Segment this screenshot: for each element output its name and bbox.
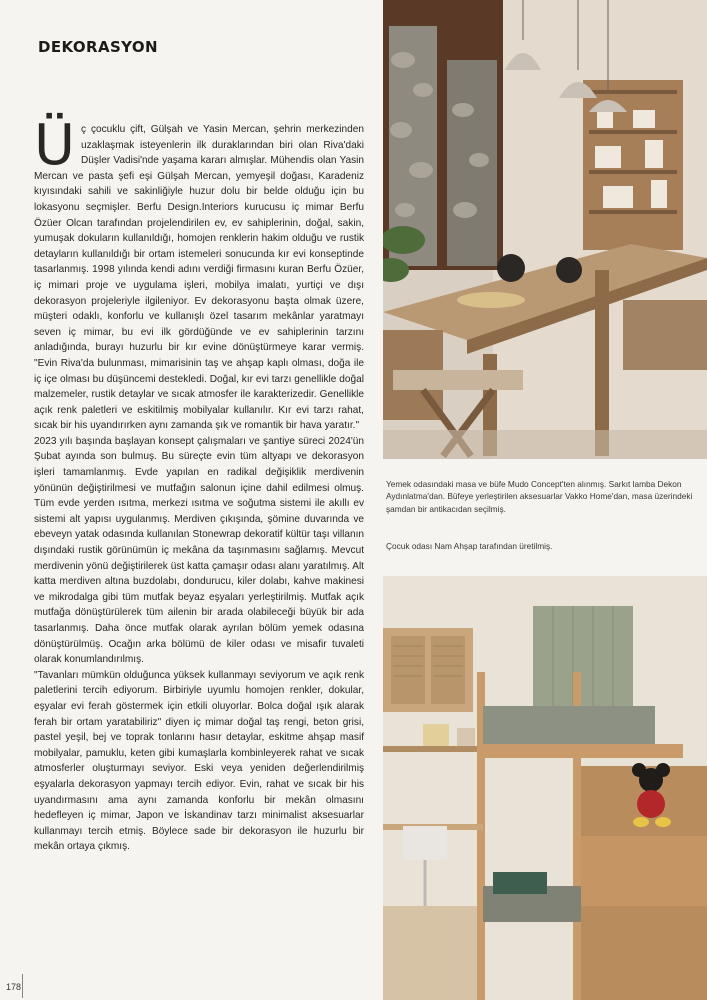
kids-room-caption: Çocuk odası Nam Ahşap tarafından üretilmiş. (386, 541, 553, 551)
article-paragraph-2: 2023 yılı başında başlayan konsept çalışmaları ve şantiye süreci 2024'ün Şubat ayında son bulmuş. Bu süreçte evin tüm altyapı ve dekorasyon işleri tamamlanmış. Evde yapılan en radikal değişiklik merdivenin yönünün değiştirilmesi ve mutfağın salonun içine dahil edilmesi olmuş. Tüm evde yerden ısıtma, merkezi ısıtma ve soğutma sistemi ile akıllı ev sistemi alt yapısı uygulanmış. Merdiven çıkışında, şömine duvarında ve ebeveyn yatak odasında kullanılan Stonewrap dekoratif kültür taşı villanın dışındaki rustik görünümün iç mekâna da taşınmasını sağlamış. Mevcut merdivenin yönü değiştirilerek üst katta çamaşır odası alanı yaratılmış. Alt katta merdiven altına buzdolabı, dondurucu, kiler dolabı, kahve makinesi ve mikrodalga gibi tüm mutfak beyaz eşyaları yerleştirilmiş. Mutfak açık mutfağa dönüştürülerek tüm ailenin bir arada olabileceği büyük bir ada tasarlanmış. Daha önce mutfak olarak ayrılan bölüm yemek odasına dönüştürülmüş. Ocağın arka bölümü de kiler odası ve misafir tuvaleti olarak konumlandırılmış. (34, 435, 364, 666)
dining-room-photo (383, 0, 707, 459)
kids-room-photo (383, 576, 707, 1000)
article-body (34, 113, 364, 855)
article-paragraph-3: "Tavanları mümkün olduğunca yüksek kullanmayı seviyorum ve açık renk paletlerini tercih ediyorum. Birbiriyle uyumlu homojen renkler, dokular, eşyalar evi ferah göstermek için etkili oluyorlar. Bolca doğal ışık alarak ferah bir ortam yaratabiliriz" diyen iç mimar doğal taş rengi, beton grisi, pastel yeşil, bej ve toprak tonlarını hasır detaylar, eskitme ahşap masif mobilyalar, pamuklu, keten gibi kumaşlarla kombinleyerek rahat ve sıcak atmosferler oluşturmayı seviyor. Eski veya yeniden değerlendirilmiş eşyalarla dekorasyon yapmayı tercih ediyor. Evin, rahat ve sıcak bir his uyandırmasını ama aynı zamanda konforlu bir mekân olmasını hedefleyen iç mimar, Japon ve İskandinav tarzı minimalist aksesuarlar kullanmayı tercih etmiş. Böylece sade bir dekorasyon ile huzurlu bir mekân ortaya çıkmış. (34, 669, 364, 853)
section-label: DEKORASYON (38, 38, 158, 56)
dropcap-letter: Ü (34, 113, 75, 178)
dining-room-caption: Yemek odasındaki masa ve büfe Mudo Concept'ten alınmış. Sarkıt lamba Dekon Aydınlatma'dan. Büfeye yerleştirilen aksesuarlar Vakko Home'dan, masa üzerindeki şamdan bir antikacıdan seçilmiş. (386, 479, 693, 514)
page-number-rule (22, 974, 23, 998)
page-number: 178 (6, 982, 22, 992)
article-paragraph-1: ç çocuklu çift, Gülşah ve Yasin Mercan, şehrin merkezinden uzaklaşmak isteyenlerin ilk duraklarından biri olan Riva'daki Düşler Vadisi'nde yaşama kararı almışlar. Mühendis olan Yasin Mercan ve pasta şefi eşi Gülşah Mercan, yemyeşil doğası, Karadeniz kıyısındaki sahili ve sakinliğiyle huzur dolu bir belde olduğu için bu lokasyonu seçmişler. Berfu Design.Interiors kurucusu iç mimar Berfu Özüer Olcan tarafından projelendirilen ev, ev sahiplerinin, doğal, sakin, yumuşak dokuların kullanıldığı, homojen renklerin hakim olduğu ve rustik detayların kullanıldığı bir ortam istemeleri sonucunda kır evi konseptinde tasarlanmış. 1998 yılında kendi adını verdiği firmasını kuran Berfu Özüer, iç mimari proje ve uygulama işleri, mobilya imalatı, yurtiçi ve dışı dekorasyon projeleriyle ilgileniyor. Ev dekorasyonu başta olmak üzere, müşteri odaklı, konforlu ve kullanışlı özel tasarım mekânlar yaratmayı seven iç mimar, bu evi ilk gördüğünde ve ev sahiplerinin tarzını anladığında, burayı huzurlu bir kır evine dönüştürmeye karar vermiş. "Evin Riva'da bulunması, mimarisinin taş ve ahşap kaplı olması, doğa ile iç içe olması bu düşüncemi destekledi. Doğal, kır evi tarzı genellikle doğal malzemeler, rustik detaylar ve sıcak atmosfer ile karakterizedir. Genellikle açık renk paletleri ve eskitilmiş mobilyalar kullanılır. Kır evi tarzı rahat, sıcak bir his uyandırırken aynı zamanda şık ve romantik bir hava yaratır." (34, 124, 364, 432)
